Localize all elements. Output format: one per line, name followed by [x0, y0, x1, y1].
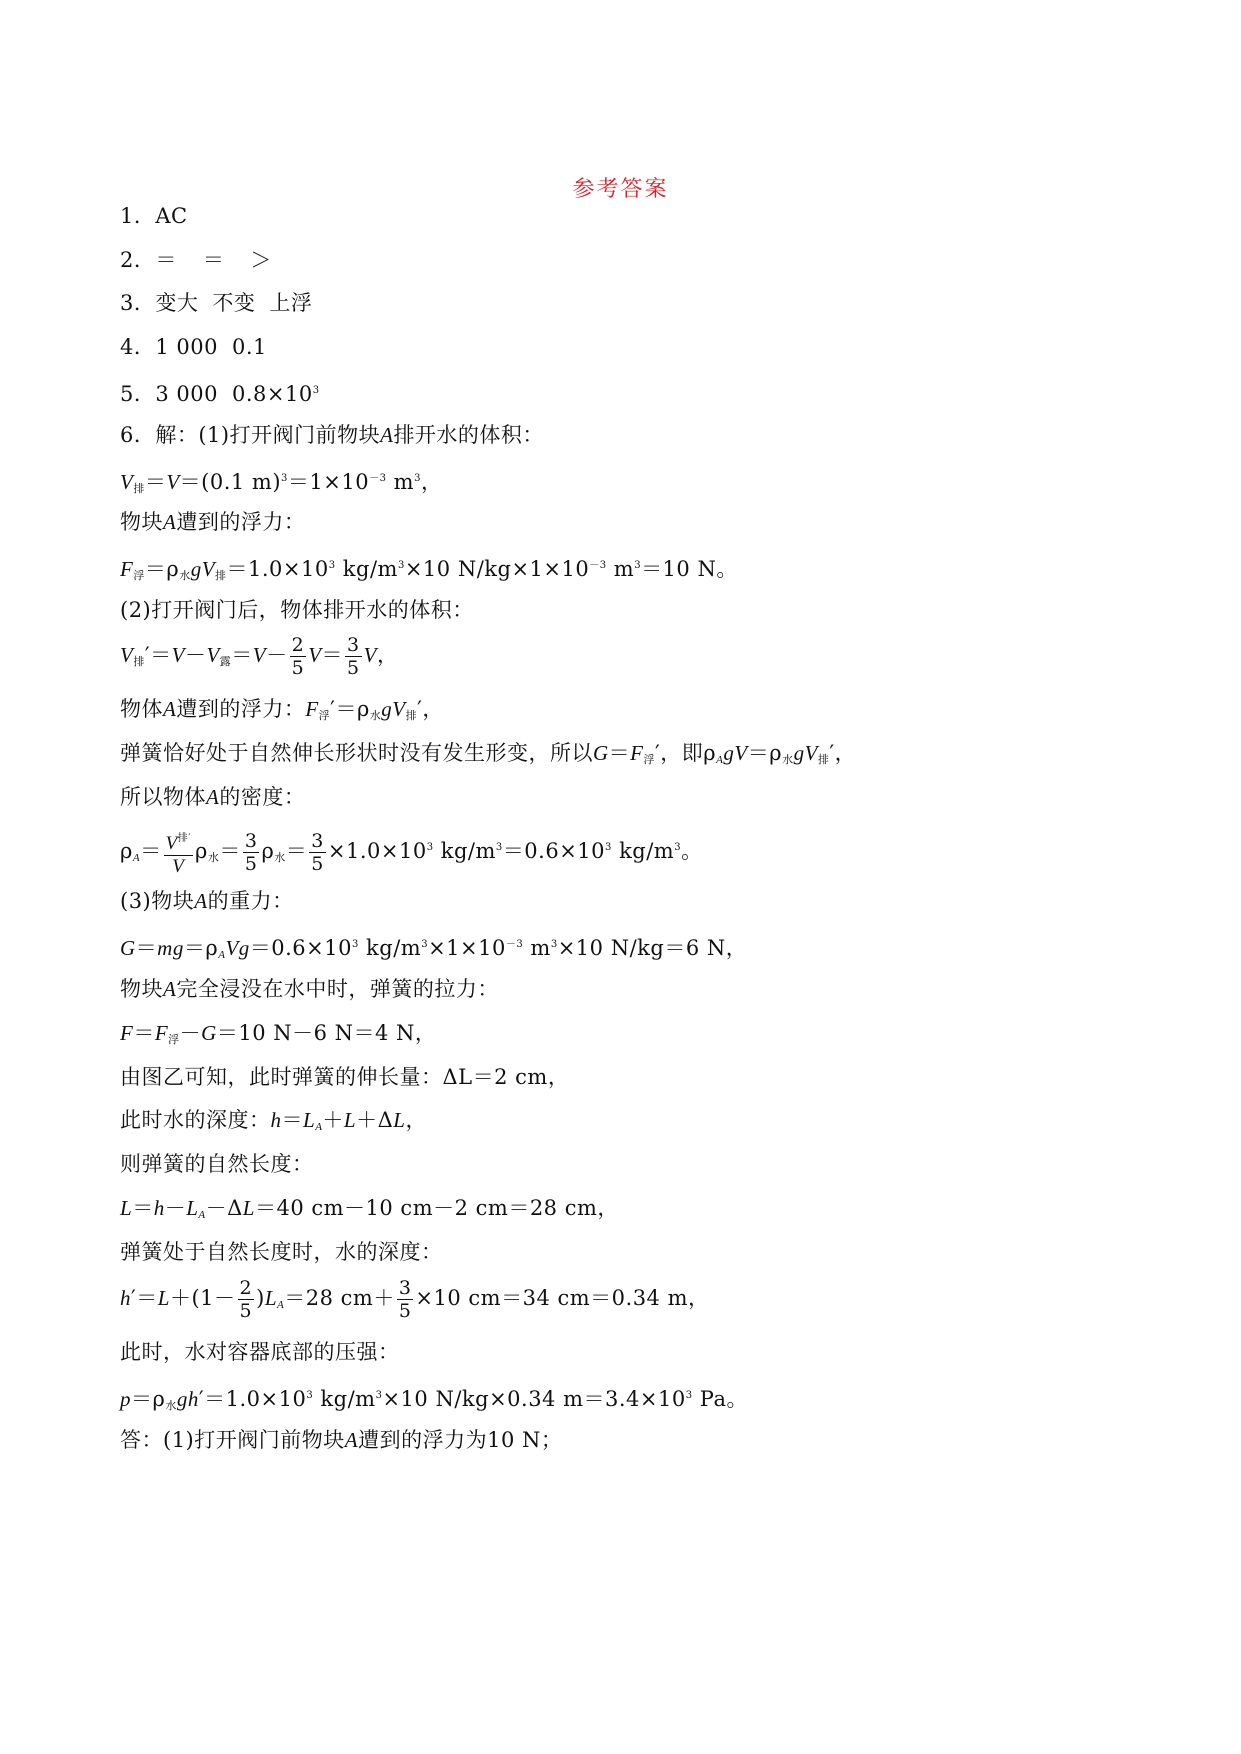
fraction: $\frac{2}{5}$	[291, 634, 305, 679]
answer-number: 2．	[120, 248, 156, 272]
answer-5	[120, 376, 320, 409]
solution-line-4: $F_浮=\rho_水gV_排=1.0\times 10^3$ $kg/m^3\times 10$ $N/kg\times 1\times 10^{-3}$ $m^3=10$ N。	[120, 557, 738, 582]
fraction: $\frac{3}{5}$	[347, 634, 360, 679]
solution-line-19: 弹簧处于自然长度时，水的深度：	[120, 1240, 443, 1264]
answer-1	[120, 201, 188, 231]
solution-line-13: 物块A完全浸没在水中时，弹簧的拉力：	[120, 977, 499, 1001]
solution-line-10: $\rho_A=$ $\frac{V^{排'}}{V}$ $\rho_水=$ $\frac{3}{5}$ $\rho_水=$ $\frac{3}{5}$ $\times 1.0\times 10^3$ $kg/m^3=0.6\times 10^3$ $kg/m^3$。	[120, 819, 703, 887]
answer-value: AC	[155, 204, 188, 228]
solution-line-11: (3)物块A的重力：	[120, 889, 294, 913]
answer-value: 变大	[155, 291, 199, 315]
fraction: $\frac{2}{5}$	[239, 1277, 253, 1322]
solution-line-14: $F=F_浮-G=10$ N－6 N＝4 N，	[120, 1021, 437, 1046]
solution-line-15: 由图乙可知，此时弹簧的伸长量：ΔL＝2 cm，	[120, 1065, 570, 1089]
answer-value: 上浮	[269, 291, 313, 315]
answer-4	[120, 332, 267, 362]
fraction: $\frac{3}{5}$	[244, 830, 258, 875]
solution-line-20: h′＝L＋(1－ $\frac{2}{5}$ )$L_A=28$ cm＋ $\frac{3}{5}$ ×10 cm＝34 cm＝0.34 m，	[120, 1277, 710, 1322]
solution-line-18: $L=h-L_A-\Delta L=40$ cm－10 cm－2 cm＝28 cm，	[120, 1196, 619, 1221]
answer-2	[120, 245, 272, 275]
answer-value: 不变	[212, 291, 256, 315]
fraction: $\frac{V^{排'}}{V}$	[164, 828, 193, 878]
page-title: 参考答案	[572, 177, 669, 202]
answer-value: ＞	[250, 248, 272, 272]
solution-line-9: 所以物体A的密度：	[120, 785, 306, 809]
solution-line-16: 此时水的深度：$h=L_A+L+\Delta L$，	[120, 1108, 427, 1133]
solution-line-7: 物体A遭到的浮力：$F_浮'=\rho_水gV_排'$，	[120, 697, 444, 722]
answer-value: ＝	[155, 248, 177, 272]
solution-line-17: 则弹簧的自然长度：	[120, 1152, 314, 1176]
solution-line-5: (2)打开阀门后，物体排开水的体积：	[120, 598, 474, 622]
answer-value: ＝	[202, 248, 225, 272]
answer-3	[120, 288, 312, 318]
answer-value: 3 000	[155, 382, 218, 406]
answer-value: 1 000	[155, 335, 218, 359]
answer-number: 5．	[120, 382, 156, 406]
answer-number: 1．	[120, 204, 156, 228]
solution-line-21: 此时，水对容器底部的压强：	[120, 1340, 400, 1364]
answer-number: 3．	[120, 291, 156, 315]
solution-line-1: 6．解：(1)打开阀门前物块A排开水的体积：	[120, 423, 544, 447]
solution-line-8: 弹簧恰好处于自然伸长形状时没有发生形变，所以$G=F_浮'$，即$\rho_AgV=\rho_水gV_排'$，	[120, 741, 857, 766]
answer-value: 0.1	[232, 335, 267, 359]
solution-line-22: $p=\rho_水gh'=1.0\times 10^3$ $kg/m^3\times 10$ N/kg×0.34 $m=3.4\times 10^3$ Pa。	[120, 1387, 748, 1412]
solution-line-2: $V_排=V=(0.1$ $m)^3=1\times 10^{-3}$ $m^3$，	[120, 470, 443, 495]
solution-line-3: 物块A遭到的浮力：	[120, 510, 306, 534]
solution-line-6: $V_排'=V-V_露=V-$ $\frac{2}{5}$ V＝ $\frac{3}{5}$ V，	[120, 634, 399, 679]
answer-number: 4．	[120, 335, 156, 359]
fraction: $\frac{3}{5}$	[398, 1277, 412, 1322]
answer-value: 0.8×10	[232, 382, 313, 406]
solution-line-12: $G=mg=\rho_AVg=0.6\times 10^3$ $kg/m^3\times 1\times 10^{-3}$ $m^3\times 10$ N/kg＝6 N，	[120, 936, 748, 961]
exponent: 3	[312, 385, 320, 396]
fraction: $\frac{3}{5}$	[311, 830, 324, 875]
solution-line-23: 答：(1)打开阀门前物块A遭到的浮力为10 N；	[120, 1428, 563, 1452]
